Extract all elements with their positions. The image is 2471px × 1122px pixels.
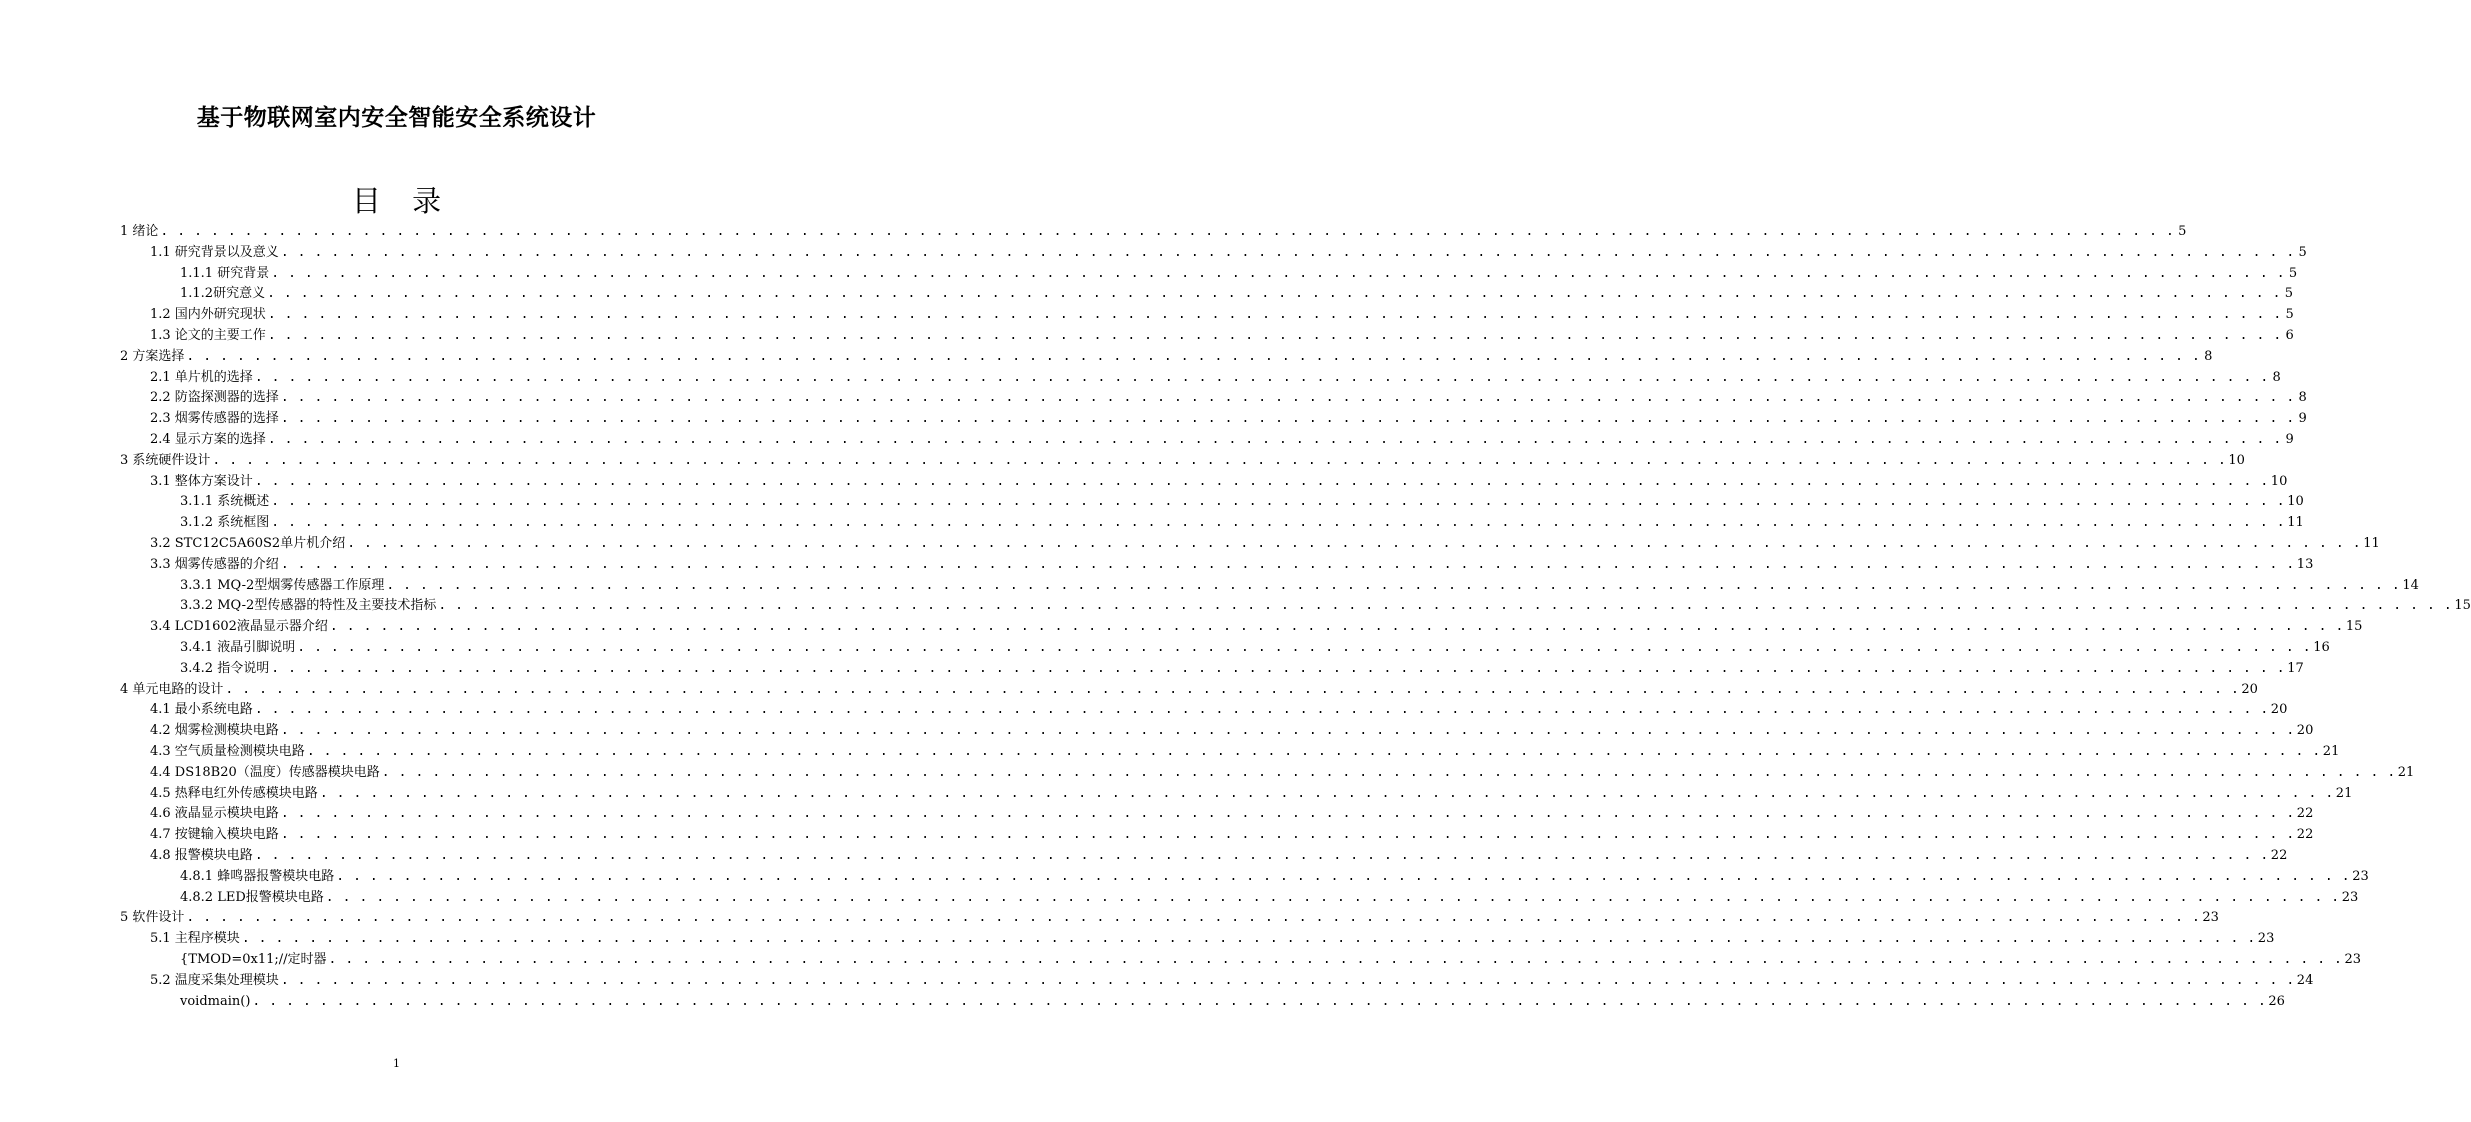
- toc-dot-leader: . . . . . . . . . . . . . . . . . . . . . . . . . . . . . . . . . . . . . . . . . . . . . . . . . . . . . . . . . . . . . . . . . . . . . . . . . . . . . . . . . . . . . . . . . . . . . . . . . . . . . . . . . . . . . . . . . . . . . . . .: [347, 536, 2362, 551]
- toc-entry[interactable]: [150, 388, 2307, 409]
- toc-entry-page: 21: [2335, 785, 2353, 801]
- toc-entry-label: 2.2 防盗探测器的选择: [150, 390, 279, 406]
- toc-entry[interactable]: [180, 992, 2285, 1013]
- toc-entry-page: 22: [2270, 848, 2288, 863]
- toc-entry-page: 9: [2285, 432, 2294, 447]
- toc-entry-label: 4.8 报警模块电路: [150, 848, 253, 863]
- toc-entry-label: 3.1 整体方案设计: [150, 473, 253, 489]
- toc-dot-leader: . . . . . . . . . . . . . . . . . . . . . . . . . . . . . . . . . . . . . . . . . . . . . . . . . . . . . . . . . . . . . . . . . . . . . . . . . . . . . . . . . . . . . . . . . . . . . . . . . . . . . . . . . . . . . . . . . . . . . . . .: [336, 868, 2351, 884]
- toc-entry-label: 4.2 烟雾检测模块电路: [150, 723, 279, 739]
- toc-entry[interactable]: [180, 576, 2419, 597]
- toc-entry-page: 6: [2285, 328, 2294, 343]
- toc-entry-page: 9: [2298, 411, 2307, 427]
- toc-entry-label: 3.3.2 MQ-2型传感器的特性及主要技术指标: [180, 598, 437, 614]
- toc-entry-page: 23: [2257, 931, 2275, 947]
- toc-entry-label: 3.1.1 系统概述: [180, 494, 270, 510]
- toc-entry-label: 3.3.1 MQ-2型烟雾传感器工作原理: [180, 577, 385, 593]
- toc-dot-leader: . . . . . . . . . . . . . . . . . . . . . . . . . . . . . . . . . . . . . . . . . . . . . . . . . . . . . . . . . . . . . . . . . . . . . . . . . . . . . . . . . . . . . . . . . . . . . . . . . . . . . . . . . . . . . . . . . . . . . . . .: [225, 681, 2240, 697]
- toc-entry-page: 21: [2322, 744, 2340, 759]
- toc-entry-page: 15: [2345, 619, 2363, 635]
- toc-entry-label: 2.1 单片机的选择: [150, 369, 253, 385]
- toc-entry-page: 23: [2341, 889, 2359, 905]
- toc-entry-page: 26: [2268, 993, 2285, 1009]
- toc-dot-leader: . . . . . . . . . . . . . . . . . . . . . . . . . . . . . . . . . . . . . . . . . . . . . . . . . . . . . . . . . . . . . . . . . . . . . . . . . . . . . . . . . . . . . . . . . . . . . . . . . . . . . . . . . . . . . . . . . . . . . . . .: [267, 328, 2282, 343]
- toc-entry[interactable]: [150, 243, 2307, 264]
- toc-dot-leader: . . . . . . . . . . . . . . . . . . . . . . . . . . . . . . . . . . . . . . . . . . . . . . . . . . . . . . . . . . . . . . . . . . . . . . . . . . . . . . . . . . . . . . . . . . . . . . . . . . . . . . . . . . . . . . . . . . . . . . . .: [267, 432, 2282, 447]
- toc-entry[interactable]: [120, 347, 2213, 368]
- toc-entry-page: 13: [2296, 556, 2314, 572]
- toc-entry-label: 3.1.2 系统框图: [180, 515, 270, 531]
- toc-entry-page: 11: [2287, 515, 2304, 531]
- toc-entry-page: 8: [2204, 348, 2213, 364]
- toc-entry[interactable]: [150, 804, 2314, 825]
- toc-dot-leader: . . . . . . . . . . . . . . . . . . . . . . . . . . . . . . . . . . . . . . . . . . . . . . . . . . . . . . . . . . . . . . . . . . . . . . . . . . . . . . . . . . . . . . . . . . . . . . . . . . . . . . . . . . . . . . . . . . . . . . . .: [241, 931, 2256, 947]
- toc-entry[interactable]: [120, 222, 2187, 243]
- toc-entry-page: 24: [2296, 972, 2314, 988]
- toc-dot-leader: . . . . . . . . . . . . . . . . . . . . . . . . . . . . . . . . . . . . . . . . . . . . . . . . . . . . . . . . . . . . . . . . . . . . . . . . . . . . . . . . . . . . . . . . . . . . . . . . . . . . . . . . . . . . . . . . . . . . . . . .: [325, 889, 2340, 905]
- toc-entry[interactable]: [120, 680, 2258, 701]
- toc-entry-page: 22: [2296, 806, 2314, 822]
- toc-entry-label: 4.6 液晶显示模块电路: [150, 806, 279, 822]
- toc-entry-label: 3 系统硬件设计: [120, 452, 211, 468]
- page-number: 1: [393, 1057, 400, 1070]
- toc-entry[interactable]: [180, 888, 2359, 909]
- toc-entry-label: 1.1 研究背景以及意义: [150, 244, 279, 260]
- toc-entry[interactable]: [120, 451, 2245, 472]
- toc-entry-page: 10: [2270, 473, 2288, 489]
- toc-heading: 目 录: [351, 184, 442, 218]
- toc-entry-page: 15: [2454, 598, 2471, 614]
- toc-entry-label: {TMOD=0x11;//定时器: [180, 952, 327, 967]
- toc-entry-page: 23: [2352, 868, 2369, 884]
- toc-entry[interactable]: [180, 950, 2362, 971]
- toc-entry[interactable]: [150, 825, 2314, 846]
- toc-dot-leader: . . . . . . . . . . . . . . . . . . . . . . . . . . . . . . . . . . . . . . . . . . . . . . . . . . . . . . . . . . . . . . . . . . . . . . . . . . . . . . . . . . . . . . . . . . . . . . . . . . . . . . . . . . . . . . . . . . . . . . . .: [280, 723, 2295, 739]
- toc-entry-label: 1.1.2研究意义: [180, 286, 266, 302]
- toc-entry-label: 5.2 温度采集处理模块: [150, 972, 279, 988]
- toc-entry[interactable]: [150, 721, 2314, 742]
- toc-dot-leader: . . . . . . . . . . . . . . . . . . . . . . . . . . . . . . . . . . . . . . . . . . . . . . . . . . . . . . . . . . . . . . . . . . . . . . . . . . . . . . . . . . . . . . . . . . . . . . . . . . . . . . . . . . . . . . . . . . . . . . . .: [252, 993, 2267, 1009]
- toc-entry-label: 4.4 DS18B20（温度）传感器模块电路: [150, 764, 380, 780]
- toc-entry[interactable]: [150, 430, 2294, 451]
- toc-entry-page: 20: [2241, 681, 2258, 697]
- toc-entry-page: 5: [2298, 244, 2307, 260]
- toc-entry[interactable]: [150, 472, 2288, 493]
- toc-dot-leader: . . . . . . . . . . . . . . . . . . . . . . . . . . . . . . . . . . . . . . . . . . . . . . . . . . . . . . . . . . . . . . . . . . . . . . . . . . . . . . . . . . . . . . . . . . . . . . . . . . . . . . . . . . . . . . . . . . . . . . . .: [271, 515, 2286, 531]
- toc-entry-page: 8: [2298, 390, 2307, 406]
- toc-entry-label: 3.2 STC12C5A60S2单片机介绍: [150, 536, 346, 551]
- toc-entry[interactable]: [150, 846, 2288, 867]
- toc-entry[interactable]: [150, 700, 2288, 721]
- toc-entry-page: 23: [2344, 952, 2362, 967]
- toc-dot-leader: . . . . . . . . . . . . . . . . . . . . . . . . . . . . . . . . . . . . . . . . . . . . . . . . . . . . . . . . . . . . . . . . . . . . . . . . . . . . . . . . . . . . . . . . . . . . . . . . . . . . . . . . . . . . . . . . . . . . . . . .: [386, 577, 2401, 593]
- toc-entry[interactable]: [150, 763, 2415, 784]
- toc-entry-label: 4.3 空气质量检测模块电路: [150, 744, 305, 759]
- toc-entry-label: 1 绪论: [120, 224, 159, 239]
- toc-entry-label: 4.5 热释电红外传感模块电路: [150, 785, 318, 801]
- toc-entry-label: 1.1.1 研究背景: [180, 265, 270, 281]
- toc-dot-leader: . . . . . . . . . . . . . . . . . . . . . . . . . . . . . . . . . . . . . . . . . . . . . . . . . . . . . . . . . . . . . . . . . . . . . . . . . . . . . . . . . . . . . . . . . . . . . . . . . . . . . . . . . . . . . . . . . . . . . . . .: [254, 473, 2269, 489]
- toc-dot-leader: . . . . . . . . . . . . . . . . . . . . . . . . . . . . . . . . . . . . . . . . . . . . . . . . . . . . . . . . . . . . . . . . . . . . . . . . . . . . . . . . . . . . . . . . . . . . . . . . . . . . . . . . . . . . . . . . . . . . . . . .: [280, 972, 2295, 988]
- toc-entry-label: 4.7 按键输入模块电路: [150, 827, 279, 843]
- toc-dot-leader: . . . . . . . . . . . . . . . . . . . . . . . . . . . . . . . . . . . . . . . . . . . . . . . . . . . . . . . . . . . . . . . . . . . . . . . . . . . . . . . . . . . . . . . . . . . . . . . . . . . . . . . . . . . . . . . . . . . . . . . .: [186, 910, 2201, 926]
- toc-dot-leader: . . . . . . . . . . . . . . . . . . . . . . . . . . . . . . . . . . . . . . . . . . . . . . . . . . . . . . . . . . . . . . . . . . . . . . . . . . . . . . . . . . . . . . . . . . . . . . . . . . . . . . . . . . . . . . . . . . . . . . . .: [254, 848, 2269, 863]
- toc-dot-leader: . . . . . . . . . . . . . . . . . . . . . . . . . . . . . . . . . . . . . . . . . . . . . . . . . . . . . . . . . . . . . . . . . . . . . . . . . . . . . . . . . . . . . . . . . . . . . . . . . . . . . . . . . . . . . . . . . . . . . . . .: [160, 224, 2175, 239]
- toc-entry-page: 5: [2178, 224, 2187, 239]
- toc-dot-leader: . . . . . . . . . . . . . . . . . . . . . . . . . . . . . . . . . . . . . . . . . . . . . . . . . . . . . . . . . . . . . . . . . . . . . . . . . . . . . . . . . . . . . . . . . . . . . . . . . . . . . . . . . . . . . . . . . . . . . . . .: [271, 494, 2286, 510]
- toc-entry-page: 11: [2363, 536, 2380, 551]
- toc-entry-label: 5.1 主程序模块: [150, 931, 240, 947]
- toc-entry-page: 16: [2313, 640, 2330, 655]
- toc-entry-label: voidmain(): [180, 993, 251, 1009]
- toc-entry-label: 3.4.2 指令说明: [180, 660, 270, 676]
- toc-entry[interactable]: [150, 555, 2314, 576]
- toc-entry-page: 22: [2296, 827, 2314, 843]
- toc-entry-label: 4 单元电路的设计: [120, 681, 224, 697]
- toc-entry[interactable]: [180, 659, 2304, 680]
- toc-dot-leader: . . . . . . . . . . . . . . . . . . . . . . . . . . . . . . . . . . . . . . . . . . . . . . . . . . . . . . . . . . . . . . . . . . . . . . . . . . . . . . . . . . . . . . . . . . . . . . . . . . . . . . . . . . . . . . . . . . . . . . . .: [267, 286, 2282, 302]
- toc-dot-leader: . . . . . . . . . . . . . . . . . . . . . . . . . . . . . . . . . . . . . . . . . . . . . . . . . . . . . . . . . . . . . . . . . . . . . . . . . . . . . . . . . . . . . . . . . . . . . . . . . . . . . . . . . . . . . . . . . . . . . . . .: [271, 265, 2286, 281]
- toc-entry-page: 17: [2287, 660, 2304, 676]
- toc-entry[interactable]: [180, 492, 2304, 513]
- toc-entry-label: 3.4 LCD1602液晶显示器介绍: [150, 619, 328, 635]
- toc-entry[interactable]: [180, 638, 2330, 659]
- toc-entry[interactable]: [150, 305, 2294, 326]
- toc-dot-leader: . . . . . . . . . . . . . . . . . . . . . . . . . . . . . . . . . . . . . . . . . . . . . . . . . . . . . . . . . . . . . . . . . . . . . . . . . . . . . . . . . . . . . . . . . . . . . . . . . . . . . . . . . . . . . . . . . . . . . . . .: [254, 702, 2269, 718]
- toc-entry-label: 2.3 烟雾传感器的选择: [150, 411, 279, 427]
- toc-dot-leader: . . . . . . . . . . . . . . . . . . . . . . . . . . . . . . . . . . . . . . . . . . . . . . . . . . . . . . . . . . . . . . . . . . . . . . . . . . . . . . . . . . . . . . . . . . . . . . . . . . . . . . . . . . . . . . . . . . . . . . . .: [271, 660, 2286, 676]
- toc-entry-label: 3.3 烟雾传感器的介绍: [150, 556, 279, 572]
- toc-entry[interactable]: [180, 867, 2369, 888]
- toc-entry-page: 5: [2284, 286, 2294, 302]
- toc-entry-label: 1.2 国内外研究现状: [150, 307, 266, 323]
- toc-entry[interactable]: [150, 929, 2275, 950]
- toc-entry-page: 8: [2272, 369, 2281, 385]
- toc-entry[interactable]: [150, 326, 2294, 347]
- toc-entry-label: 2 方案选择: [120, 348, 185, 364]
- toc-dot-leader: . . . . . . . . . . . . . . . . . . . . . . . . . . . . . . . . . . . . . . . . . . . . . . . . . . . . . . . . . . . . . . . . . . . . . . . . . . . . . . . . . . . . . . . . . . . . . . . . . . . . . . . . . . . . . . . . . . . . . . . .: [280, 827, 2295, 843]
- toc-entry-label: 4.1 最小系统电路: [150, 702, 253, 718]
- toc-entry[interactable]: [150, 971, 2314, 992]
- toc-dot-leader: . . . . . . . . . . . . . . . . . . . . . . . . . . . . . . . . . . . . . . . . . . . . . . . . . . . . . . . . . . . . . . . . . . . . . . . . . . . . . . . . . . . . . . . . . . . . . . . . . . . . . . . . . . . . . . . . . . . . . . . .: [297, 640, 2312, 655]
- toc-entry-label: 1.3 论文的主要工作: [150, 328, 266, 343]
- toc-entry[interactable]: [150, 617, 2363, 638]
- toc-entry-page: 21: [2397, 764, 2415, 780]
- toc-dot-leader: . . . . . . . . . . . . . . . . . . . . . . . . . . . . . . . . . . . . . . . . . . . . . . . . . . . . . . . . . . . . . . . . . . . . . . . . . . . . . . . . . . . . . . . . . . . . . . . . . . . . . . . . . . . . . . . . . . . . . . . .: [267, 307, 2282, 323]
- toc-entry[interactable]: [150, 534, 2380, 555]
- toc-entry-label: 4.8.2 LED报警模块电路: [180, 889, 324, 905]
- toc-entry-page: 5: [2285, 307, 2294, 323]
- toc-entry-page: 23: [2202, 910, 2219, 926]
- toc-entry[interactable]: [180, 596, 2471, 617]
- toc-dot-leader: . . . . . . . . . . . . . . . . . . . . . . . . . . . . . . . . . . . . . . . . . . . . . . . . . . . . . . . . . . . . . . . . . . . . . . . . . . . . . . . . . . . . . . . . . . . . . . . . . . . . . . . . . . . . . . . . . . . . . . . .: [280, 806, 2295, 822]
- toc-dot-leader: . . . . . . . . . . . . . . . . . . . . . . . . . . . . . . . . . . . . . . . . . . . . . . . . . . . . . . . . . . . . . . . . . . . . . . . . . . . . . . . . . . . . . . . . . . . . . . . . . . . . . . . . . . . . . . . . . . . . . . . .: [329, 619, 2344, 635]
- toc-dot-leader: . . . . . . . . . . . . . . . . . . . . . . . . . . . . . . . . . . . . . . . . . . . . . . . . . . . . . . . . . . . . . . . . . . . . . . . . . . . . . . . . . . . . . . . . . . . . . . . . . . . . . . . . . . . . . . . . . . . . . . . .: [280, 390, 2295, 406]
- toc-entry[interactable]: [180, 284, 2294, 305]
- toc-entry-page: 5: [2288, 265, 2298, 281]
- toc-dot-leader: . . . . . . . . . . . . . . . . . . . . . . . . . . . . . . . . . . . . . . . . . . . . . . . . . . . . . . . . . . . . . . . . . . . . . . . . . . . . . . . . . . . . . . . . . . . . . . . . . . . . . . . . . . . . . . . . . . . . . . . .: [306, 744, 2321, 759]
- toc-entry[interactable]: [150, 784, 2353, 805]
- toc-dot-leader: . . . . . . . . . . . . . . . . . . . . . . . . . . . . . . . . . . . . . . . . . . . . . . . . . . . . . . . . . . . . . . . . . . . . . . . . . . . . . . . . . . . . . . . . . . . . . . . . . . . . . . . . . . . . . . . . . . . . . . . .: [381, 764, 2396, 780]
- toc-dot-leader: . . . . . . . . . . . . . . . . . . . . . . . . . . . . . . . . . . . . . . . . . . . . . . . . . . . . . . . . . . . . . . . . . . . . . . . . . . . . . . . . . . . . . . . . . . . . . . . . . . . . . . . . . . . . . . . . . . . . . . . .: [319, 785, 2334, 801]
- toc-entry-page: 14: [2402, 577, 2419, 593]
- toc-entry[interactable]: [180, 264, 2298, 285]
- toc-entry-label: 3.4.1 液晶引脚说明: [180, 640, 296, 655]
- toc-dot-leader: . . . . . . . . . . . . . . . . . . . . . . . . . . . . . . . . . . . . . . . . . . . . . . . . . . . . . . . . . . . . . . . . . . . . . . . . . . . . . . . . . . . . . . . . . . . . . . . . . . . . . . . . . . . . . . . . . . . . . . . .: [328, 952, 2343, 967]
- toc-dot-leader: . . . . . . . . . . . . . . . . . . . . . . . . . . . . . . . . . . . . . . . . . . . . . . . . . . . . . . . . . . . . . . . . . . . . . . . . . . . . . . . . . . . . . . . . . . . . . . . . . . . . . . . . . . . . . . . . . . . . . . . .: [280, 244, 2295, 260]
- toc-entry-page: 10: [2228, 452, 2245, 468]
- toc-entry[interactable]: [180, 513, 2304, 534]
- toc-entry[interactable]: [150, 368, 2281, 389]
- toc-entry-page: 10: [2287, 494, 2304, 510]
- toc-entry-label: 5 软件设计: [120, 910, 185, 926]
- toc-dot-leader: . . . . . . . . . . . . . . . . . . . . . . . . . . . . . . . . . . . . . . . . . . . . . . . . . . . . . . . . . . . . . . . . . . . . . . . . . . . . . . . . . . . . . . . . . . . . . . . . . . . . . . . . . . . . . . . . . . . . . . . .: [280, 411, 2295, 427]
- toc-dot-leader: . . . . . . . . . . . . . . . . . . . . . . . . . . . . . . . . . . . . . . . . . . . . . . . . . . . . . . . . . . . . . . . . . . . . . . . . . . . . . . . . . . . . . . . . . . . . . . . . . . . . . . . . . . . . . . . . . . . . . . . .: [280, 556, 2295, 572]
- toc-entry-label: 2.4 显示方案的选择: [150, 432, 266, 447]
- toc-entry-label: 4.8.1 蜂鸣器报警模块电路: [180, 868, 335, 884]
- toc-entry[interactable]: [150, 409, 2307, 430]
- toc-dot-leader: . . . . . . . . . . . . . . . . . . . . . . . . . . . . . . . . . . . . . . . . . . . . . . . . . . . . . . . . . . . . . . . . . . . . . . . . . . . . . . . . . . . . . . . . . . . . . . . . . . . . . . . . . . . . . . . . . . . . . . . .: [212, 452, 2227, 468]
- toc-entry-page: 20: [2296, 723, 2314, 739]
- document-title: 基于物联网室内安全智能安全系统设计: [196, 105, 597, 131]
- toc-entry[interactable]: [120, 908, 2219, 929]
- toc-dot-leader: . . . . . . . . . . . . . . . . . . . . . . . . . . . . . . . . . . . . . . . . . . . . . . . . . . . . . . . . . . . . . . . . . . . . . . . . . . . . . . . . . . . . . . . . . . . . . . . . . . . . . . . . . . . . . . . . . . . . . . . .: [438, 598, 2453, 614]
- toc-entry-page: 20: [2270, 702, 2288, 718]
- toc-dot-leader: . . . . . . . . . . . . . . . . . . . . . . . . . . . . . . . . . . . . . . . . . . . . . . . . . . . . . . . . . . . . . . . . . . . . . . . . . . . . . . . . . . . . . . . . . . . . . . . . . . . . . . . . . . . . . . . . . . . . . . . .: [186, 348, 2201, 364]
- toc-dot-leader: . . . . . . . . . . . . . . . . . . . . . . . . . . . . . . . . . . . . . . . . . . . . . . . . . . . . . . . . . . . . . . . . . . . . . . . . . . . . . . . . . . . . . . . . . . . . . . . . . . . . . . . . . . . . . . . . . . . . . . . .: [254, 369, 2269, 385]
- toc-entry[interactable]: [150, 742, 2340, 763]
